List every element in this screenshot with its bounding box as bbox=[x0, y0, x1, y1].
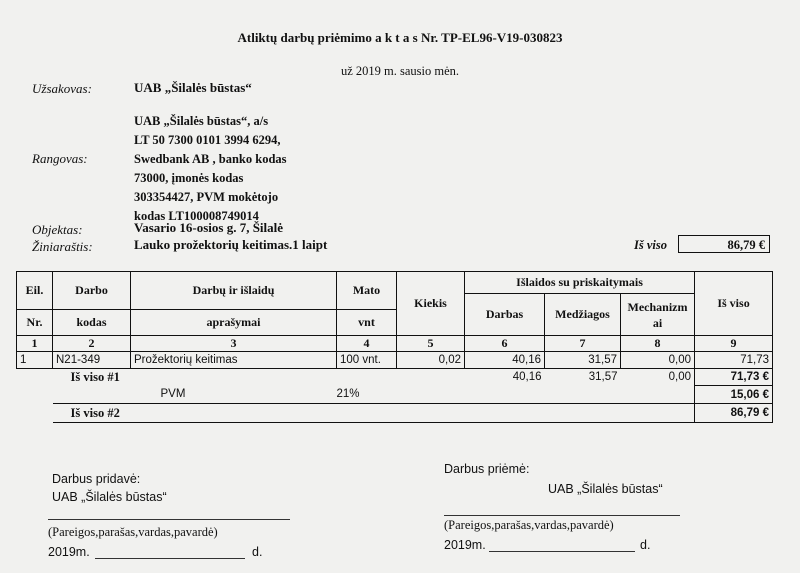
column-number: 1 bbox=[17, 336, 53, 352]
acceptance-company: UAB „Šilalės būstas“ bbox=[548, 482, 663, 496]
grand-total-value: 86,79 € bbox=[678, 235, 770, 253]
header-qty: Kiekis bbox=[397, 272, 465, 336]
vat-rate: 21% bbox=[336, 388, 360, 401]
handover-signature-line bbox=[48, 519, 290, 520]
header-unit: Mato bbox=[337, 272, 397, 310]
contractor-details bbox=[134, 112, 287, 226]
row-labor: 40,16 bbox=[465, 352, 545, 369]
column-number: 2 bbox=[53, 336, 131, 352]
estimate-value: Lauko prožektorių keitimas.1 laipt bbox=[134, 237, 328, 252]
subtotal-total: 71,73 € bbox=[695, 369, 773, 386]
header-code: Darbo bbox=[53, 272, 131, 310]
subtotal-labor: 40,16 bbox=[512, 371, 542, 384]
column-number: 7 bbox=[545, 336, 621, 352]
column-number-row bbox=[17, 336, 773, 352]
client-value: UAB „Šilalės būstas“ bbox=[134, 80, 252, 95]
acceptance-signature-line bbox=[444, 515, 680, 516]
object-value: Vasario 16-osios g. 7, Šilalė bbox=[134, 220, 284, 235]
works-table bbox=[16, 271, 773, 423]
header-desc: Darbų ir išlaidų bbox=[131, 272, 337, 310]
acceptance-date-prefix: 2019m. bbox=[444, 538, 486, 552]
table-header-row bbox=[17, 272, 773, 294]
vat-label: PVM bbox=[160, 388, 186, 401]
object-label: Objektas: bbox=[32, 222, 83, 237]
vat-total: 15,06 € bbox=[695, 386, 773, 404]
header-no: Eil. bbox=[17, 272, 53, 310]
total2-label: Iš viso #2 bbox=[53, 404, 695, 423]
row-qty: 0,02 bbox=[397, 352, 465, 369]
document-period: už 2019 m. sausio mėn. bbox=[340, 64, 460, 78]
grand-total-label: Iš viso bbox=[634, 238, 667, 252]
row-mech: 0,00 bbox=[621, 352, 695, 369]
header-desc-2: aprašymai bbox=[131, 310, 337, 336]
handover-title: Darbus pridavė: bbox=[52, 472, 141, 486]
column-number: 3 bbox=[131, 336, 337, 352]
row-no: 1 bbox=[17, 352, 53, 369]
contractor-line: 303354427, PVM mokėtojo bbox=[134, 190, 279, 204]
contractor-line: kodas LT100008749014 bbox=[134, 209, 259, 223]
header-costs-group: Išlaidos su priskaitymais bbox=[465, 272, 695, 294]
acceptance-date-suffix: d. bbox=[640, 538, 651, 552]
row-total: 71,73 bbox=[695, 352, 773, 369]
contractor-line: UAB „Šilalės būstas“, a/s bbox=[134, 114, 269, 128]
header-mechanisms: Mechanizm ai bbox=[621, 294, 695, 336]
contractor-line: Swedbank AB , banko kodas bbox=[134, 152, 287, 166]
header-labor: Darbas bbox=[465, 294, 545, 336]
handover-date-suffix: d. bbox=[252, 545, 263, 559]
column-number: 5 bbox=[397, 336, 465, 352]
estimate-label: Žiniaraštis: bbox=[32, 239, 93, 254]
handover-date-prefix: 2019m. bbox=[48, 545, 90, 559]
contractor-line: 73000, įmonės kodas bbox=[134, 171, 244, 185]
column-number: 9 bbox=[695, 336, 773, 352]
vat-row bbox=[17, 386, 773, 404]
handover-date-line bbox=[95, 558, 245, 559]
column-number: 4 bbox=[337, 336, 397, 352]
handover-company: UAB „Šilalės būstas“ bbox=[52, 490, 167, 504]
client-label: Užsakovas: bbox=[32, 81, 92, 96]
column-number: 8 bbox=[621, 336, 695, 352]
row-code: N21-349 bbox=[53, 352, 131, 369]
header-unit-2: vnt bbox=[337, 310, 397, 336]
row-materials: 31,57 bbox=[545, 352, 621, 369]
subtotal-label: Iš viso #1 bbox=[70, 369, 120, 384]
subtotal-row bbox=[17, 369, 773, 386]
acceptance-title: Darbus priėmė: bbox=[444, 462, 530, 476]
acceptance-caption: (Pareigos,parašas,vardas,pavardė) bbox=[444, 518, 614, 532]
header-materials: Medžiagos bbox=[545, 294, 621, 336]
column-number: 6 bbox=[465, 336, 545, 352]
total2-row bbox=[17, 404, 773, 423]
total2-total: 86,79 € bbox=[695, 404, 773, 423]
subtotal-materials: 31,57 bbox=[588, 371, 618, 384]
header-code-2: kodas bbox=[53, 310, 131, 336]
row-unit: 100 vnt. bbox=[337, 352, 397, 369]
handover-caption: (Pareigos,parašas,vardas,pavardė) bbox=[48, 525, 218, 539]
subtotal-mech: 0,00 bbox=[668, 371, 692, 384]
header-total: Iš viso bbox=[695, 272, 773, 336]
header-no-2: Nr. bbox=[17, 310, 53, 336]
contractor-label: Rangovas: bbox=[32, 151, 88, 166]
acceptance-date-line bbox=[489, 551, 635, 552]
document-title: Atliktų darbų priėmimo a k t a s Nr. TP-EL96-V19-030823 bbox=[237, 30, 563, 45]
table-row bbox=[17, 352, 773, 369]
row-desc: Prožektorių keitimas bbox=[131, 352, 337, 369]
contractor-line: LT 50 7300 0101 3994 6294, bbox=[134, 133, 281, 147]
